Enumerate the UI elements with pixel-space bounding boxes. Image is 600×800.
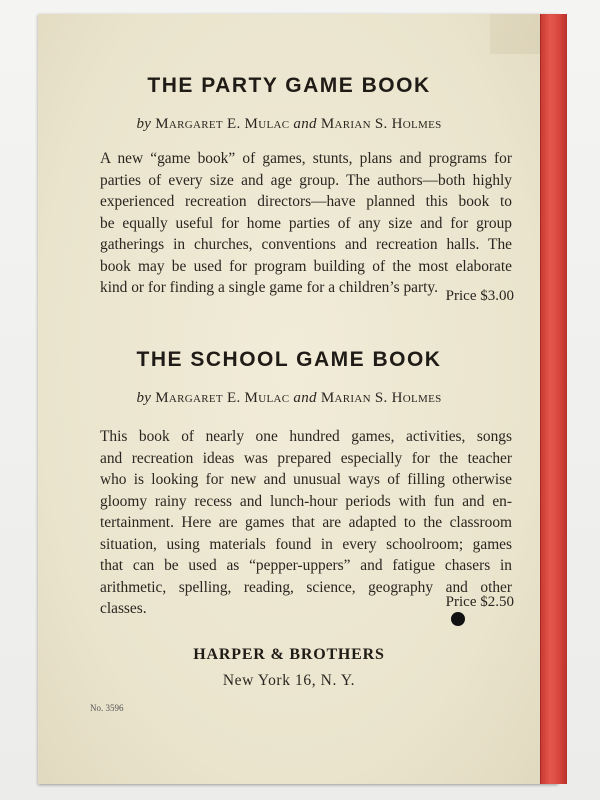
desc-line: arithmetic, spelling, reading, science, geography and other — [100, 578, 512, 596]
desc-line: kind or for finding a single game for a children’s party. — [100, 279, 438, 296]
worn-corner — [490, 14, 540, 54]
catalog-number: No. 3596 — [90, 703, 124, 713]
book2-description — [100, 426, 512, 620]
byline-author1: Margaret E. Mulac — [155, 116, 290, 132]
desc-line: This book of nearly one hundred games, activities, songs — [100, 428, 512, 445]
publisher-city: New York 16, N. Y. — [222, 672, 356, 689]
desc-line: experienced recreation directors—have planned this book to — [100, 193, 512, 210]
book1-title: THE PARTY GAME BOOK — [147, 74, 431, 97]
desc-line: situation, using materials found in every schoolroom; games — [100, 535, 512, 553]
desc-line: gloomy rainy recess and lunch-hour periods with fun and en- — [100, 492, 512, 510]
desc-line: gatherings in churches, conventions and recreation halls. The — [100, 236, 512, 253]
byline-and: and — [293, 116, 317, 132]
book2-byline — [38, 390, 540, 407]
book1-byline — [38, 116, 540, 133]
desc-line: A new “game book” of games, stunts, plans and programs for — [100, 150, 512, 167]
desc-line: tertainment. Here are games that are adapted to the classroom — [100, 514, 512, 531]
byline-by: by — [136, 116, 152, 132]
byline-and: and — [293, 390, 317, 406]
desc-line: that can be used as “pepper-uppers” and fatigue chasers in — [100, 557, 512, 574]
byline-by: by — [136, 390, 152, 406]
desc-line: book may be used for program building of the most elaborate — [100, 257, 512, 275]
desc-line: who is looking for new and unusual ways of filling otherwise — [100, 471, 512, 488]
desc-line: parties of every size and age group. The authors—both highly — [100, 171, 512, 189]
publisher-name: HARPER & BROTHERS — [193, 646, 385, 663]
desc-line: classes. — [100, 600, 147, 617]
byline-author1: Margaret E. Mulac — [155, 390, 290, 406]
red-spine-edge — [540, 14, 567, 784]
desc-line: and recreation ideas was prepared especially for the teacher — [100, 449, 512, 467]
book1-description — [100, 148, 512, 299]
byline-author2: Marian S. Holmes — [320, 116, 442, 132]
byline-author2: Marian S. Holmes — [320, 390, 442, 406]
book2-price: Price $2.50 — [445, 594, 514, 610]
desc-line: be equally useful for home parties of any size and for group — [100, 214, 512, 232]
ink-stain — [451, 612, 465, 626]
book1-price: Price $3.00 — [445, 288, 514, 304]
book2-title: THE SCHOOL GAME BOOK — [136, 348, 442, 371]
